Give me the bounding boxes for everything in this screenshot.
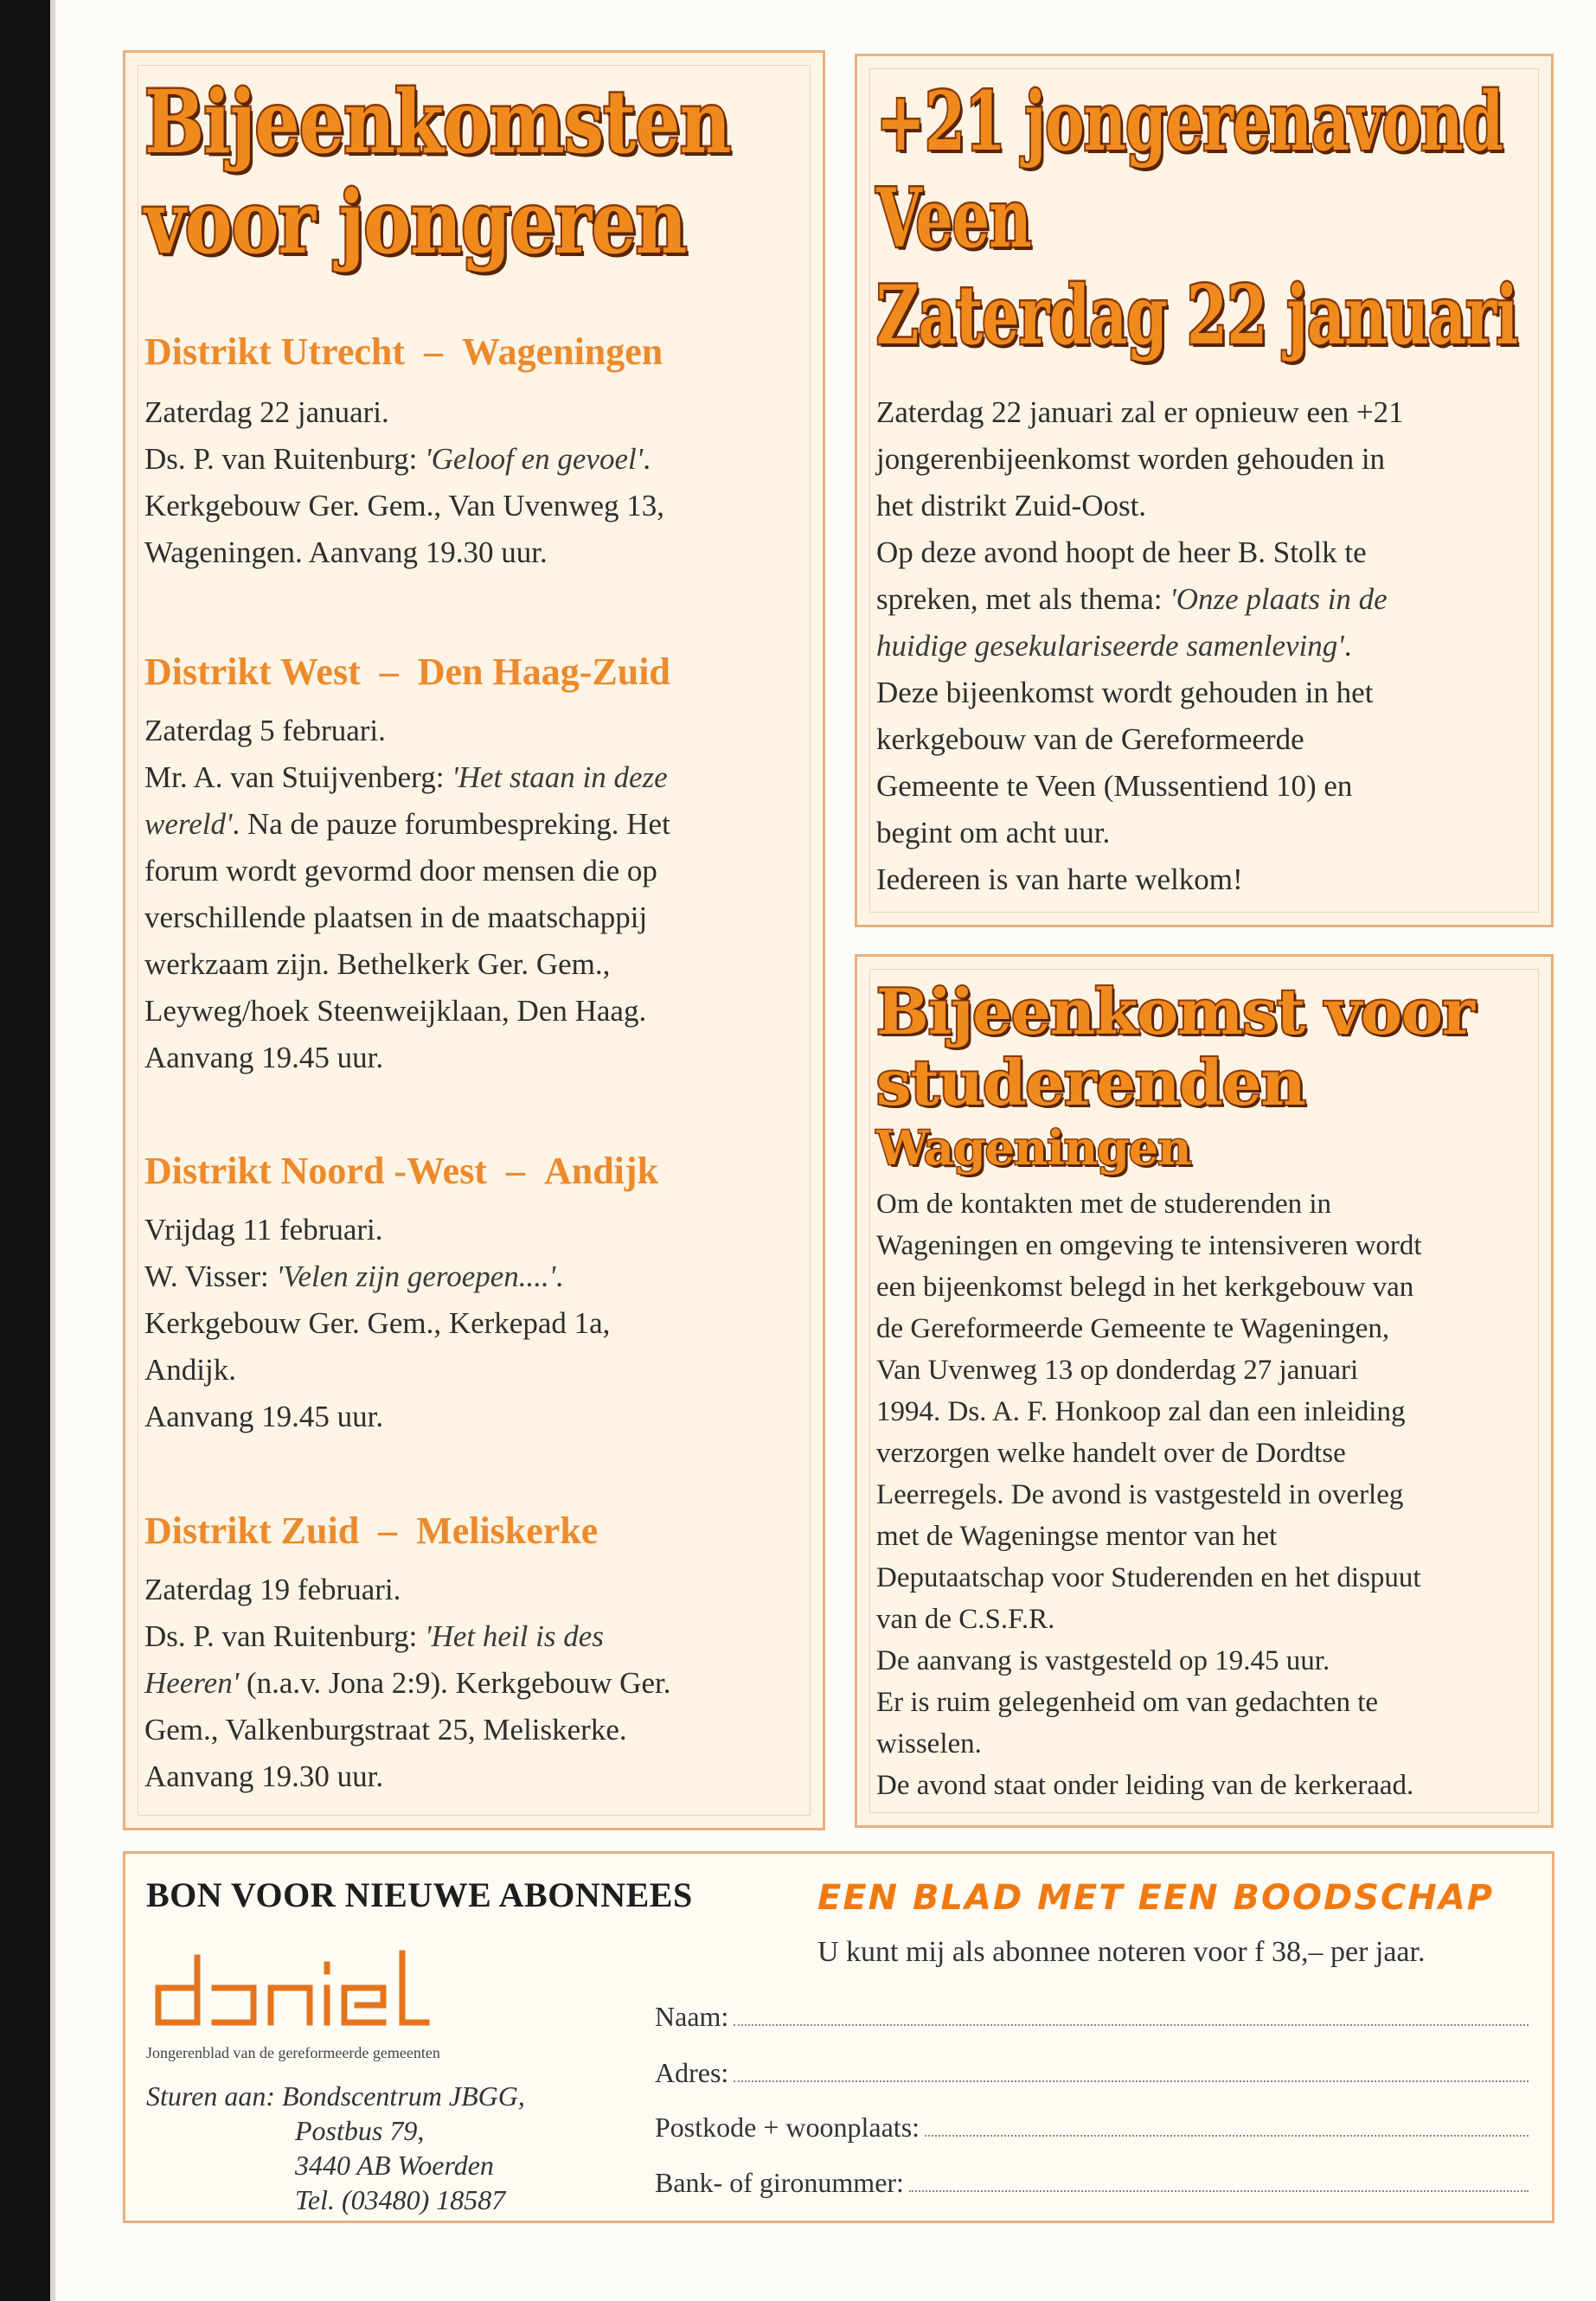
body-line: huidige gesekulariseerde samenleving'. — [876, 629, 1352, 663]
field-label: Postkode + woonplaats: — [655, 2112, 920, 2143]
address-line: 3440 AB Woerden — [295, 2150, 494, 2181]
body-line: Wageningen en omgeving te intensiveren wordt — [876, 1230, 1422, 1261]
district-date: Zaterdag 5 februari. — [144, 714, 386, 747]
field-line — [909, 2189, 1529, 2192]
price-text: U kunt mij als abonnee noteren voor f 38,– per jaar. — [817, 1936, 1426, 1968]
bank-number-field[interactable] — [655, 2167, 1529, 2199]
body-line: kerkgebouw van de Gereformeerde — [876, 722, 1304, 756]
body-line: jongerenbijeenkomst worden gehouden in — [876, 442, 1386, 476]
district-time: Aanvang 19.30 uur. — [144, 1759, 384, 1793]
field-label: Adres: — [655, 2057, 729, 2088]
body-line: Deze bijeenkomst wordt gehouden in het — [876, 676, 1374, 709]
district-location: Kerkgebouw Ger. Gem., Van Uvenweg 13, — [144, 489, 665, 522]
left-title-line1: Bijeenkomsten — [144, 71, 731, 173]
district-location: Andijk. — [144, 1353, 236, 1387]
body-line: begint om acht uur. — [876, 816, 1111, 849]
plus21-title-line2: Veen — [876, 171, 1031, 266]
body-line: met de Wageningse mentor van het — [876, 1521, 1278, 1552]
youth-meetings-panel — [123, 50, 825, 1830]
name-field[interactable] — [655, 2001, 1529, 2033]
body-line: verzorgen welke handelt over de Dordtse — [876, 1438, 1346, 1469]
district-location: werkzaam zijn. Bethelkerk Ger. Gem., — [144, 947, 611, 981]
body-line: Er is ruim gelegenheid om van gedachten te — [876, 1687, 1379, 1718]
address-field[interactable] — [655, 2057, 1529, 2089]
body-line: Iedereen is van harte welkom! — [876, 862, 1243, 896]
body-line: Leerregels. De avond is vastgesteld in overleg — [876, 1479, 1404, 1510]
district-description: verschillende plaatsen in de maatschappij — [144, 901, 648, 934]
plus21-evening-panel — [855, 54, 1554, 927]
body-line: het distrikt Zuid-Oost. — [876, 489, 1147, 522]
slogan: EEN BLAD MET EEN BOODSCHAP — [817, 1878, 1495, 1918]
body-line: Om de kontakten met de studerenden in — [876, 1189, 1332, 1220]
coupon-title: BON VOOR NIEUWE ABONNEES — [146, 1875, 693, 1914]
students-title-line3: Wageningen — [876, 1120, 1191, 1176]
left-title-line2: voor jongeren — [144, 171, 687, 273]
daniel-logo-mark — [150, 1940, 435, 2035]
students-title-line1: Bijeenkomst voor — [876, 975, 1474, 1048]
district-date: Zaterdag 19 februari. — [144, 1573, 401, 1606]
district-speaker: Ds. P. van Ruitenburg: 'Geloof en gevoel'. — [144, 442, 651, 476]
district-time: Aanvang 19.45 uur. — [144, 1400, 384, 1433]
district-heading: Distrikt Noord -West – Andijk — [144, 1150, 659, 1192]
district-description: forum wordt gevormd door mensen die op — [144, 854, 657, 888]
body-line: Zaterdag 22 januari zal er opnieuw een +21 — [876, 395, 1404, 429]
body-line: Van Uvenweg 13 op donderdag 27 januari — [876, 1355, 1359, 1386]
students-body — [876, 1183, 1551, 1806]
district-heading: Distrikt Zuid – Meliskerke — [144, 1509, 599, 1552]
body-line: De avond staat onder leiding van de kerkeraad. — [876, 1770, 1414, 1801]
address-line: Postbus 79, — [295, 2115, 425, 2146]
body-line: Gemeente te Veen (Mussentiend 10) en — [876, 769, 1353, 803]
binding-edge — [50, 0, 55, 2301]
send-name: Bondscentrum JBGG, — [282, 2080, 525, 2112]
body-line: een bijeenkomst belegd in het kerkgebouw van — [876, 1272, 1414, 1303]
body-line: van de C.S.F.R. — [876, 1604, 1055, 1635]
plus21-body — [876, 389, 1551, 903]
postcode-city-field[interactable] — [655, 2112, 1529, 2144]
body-line: de Gereformeerde Gemeente te Wageningen, — [876, 1313, 1390, 1344]
district-speaker: Ds. P. van Ruitenburg: 'Het heil is des — [144, 1619, 604, 1653]
body-line: De aanvang is vastgesteld op 19.45 uur. — [876, 1645, 1330, 1676]
district-location: Kerkgebouw Ger. Gem., Kerkepad 1a, — [144, 1306, 611, 1340]
field-line — [734, 2079, 1529, 2082]
logo-subtitle: Jongerenblad van de gereformeerde gemeenten — [146, 2044, 440, 2061]
district-location: Wageningen. Aanvang 19.30 uur. — [144, 535, 548, 569]
district-section — [144, 1509, 828, 1800]
district-heading: Distrikt Utrecht – Wageningen — [144, 330, 663, 373]
district-speaker: Mr. A. van Stuijvenberg: 'Het staan in deze — [144, 760, 668, 794]
body-line: Op deze avond hoopt de heer B. Stolk te — [876, 535, 1367, 569]
field-line — [734, 2022, 1529, 2026]
district-section — [144, 330, 828, 576]
district-location: Leyweg/hoek Steenweijklaan, Den Haag. — [144, 994, 647, 1028]
district-heading: Distrikt West – Den Haag-Zuid — [144, 651, 670, 693]
plus21-title-line1: +21 jongerenavond — [876, 74, 1503, 170]
district-speaker: W. Visser: 'Velen zijn geroepen....'. — [144, 1259, 564, 1293]
body-line: spreken, met als thema: 'Onze plaats in de — [876, 582, 1388, 616]
send-label: Sturen aan: — [146, 2080, 283, 2112]
plus21-title-line3: Zaterdag 22 januari — [876, 268, 1518, 363]
binding-spine — [0, 0, 50, 2301]
address-line: Tel. (03480) 18587 — [295, 2184, 506, 2215]
district-description: wereld'. Na de pauze forumbespreking. Het — [144, 807, 670, 841]
district-time: Aanvang 19.45 uur. — [144, 1041, 384, 1074]
district-location: Gem., Valkenburgstraat 25, Meliskerke. — [144, 1713, 627, 1747]
field-label: Bank- of gironummer: — [655, 2167, 904, 2198]
subscription-coupon — [123, 1851, 1554, 2223]
field-line — [925, 2133, 1529, 2137]
district-section — [144, 1149, 828, 1440]
field-label: Naam: — [655, 2001, 729, 2032]
district-section — [144, 650, 828, 1081]
body-line: Deputaatschap voor Studerenden en het dispuut — [876, 1562, 1421, 1593]
students-title-line2: studerenden — [876, 1046, 1305, 1119]
district-date: Vrijdag 11 februari. — [144, 1213, 383, 1247]
body-line: 1994. Ds. A. F. Honkoop zal dan een inleiding — [876, 1396, 1406, 1427]
send-address — [146, 2079, 525, 2217]
body-line: wisselen. — [876, 1728, 982, 1759]
students-meeting-panel — [855, 954, 1554, 1828]
district-date: Zaterdag 22 januari. — [144, 395, 389, 429]
daniel-logo — [150, 1940, 435, 2040]
district-location: Heeren' (n.a.v. Jona 2:9). Kerkgebouw Ger. — [144, 1666, 671, 1700]
